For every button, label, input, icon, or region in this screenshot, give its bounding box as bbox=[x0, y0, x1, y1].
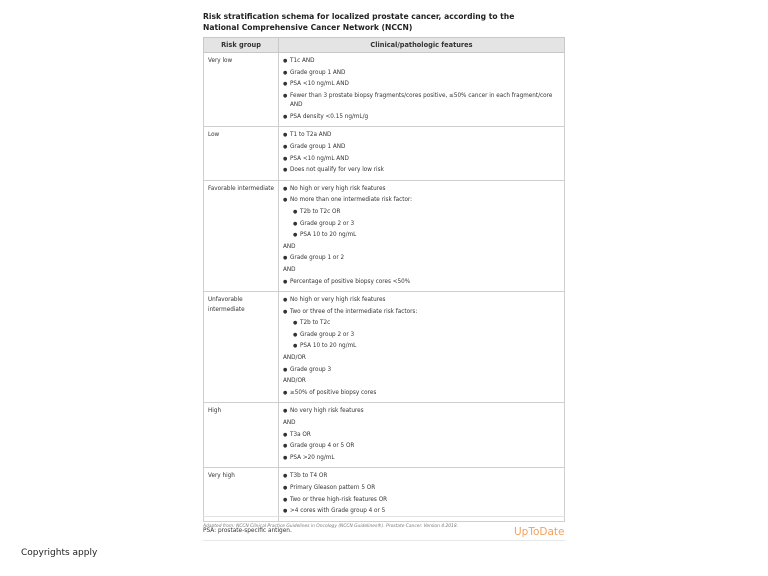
list-item-text: T1c AND bbox=[290, 58, 315, 64]
list-item-text: T1 to T2a AND bbox=[290, 132, 332, 139]
list-item-text: AND bbox=[283, 266, 296, 273]
list-item-text: Grade group 4 or 5 OR bbox=[290, 443, 355, 450]
list-item-text: T2b to T2c bbox=[300, 320, 331, 327]
list-item bbox=[283, 441, 560, 453]
list-item bbox=[283, 184, 560, 196]
list-item bbox=[283, 68, 560, 80]
list-item bbox=[283, 483, 560, 495]
list-item-text: T2b to T2c OR bbox=[300, 208, 341, 215]
bullet-icon: ● bbox=[283, 297, 288, 304]
bullet-icon: ● bbox=[293, 232, 298, 239]
list-item bbox=[283, 253, 560, 265]
list-item-text: Grade group 2 or 3 bbox=[300, 331, 355, 338]
list-item-text: Primary Gleason pattern 5 OR bbox=[290, 485, 376, 491]
connector-line bbox=[283, 265, 560, 277]
bullet-icon: ● bbox=[283, 366, 288, 373]
risk-table bbox=[203, 37, 565, 522]
uptodate-logo: UpToDate bbox=[514, 526, 565, 538]
list-item-text: T3b to T4 OR bbox=[290, 473, 328, 480]
features-cell bbox=[279, 180, 565, 291]
bullet-icon: ● bbox=[283, 167, 288, 174]
features-cell bbox=[279, 292, 565, 403]
features-cell bbox=[279, 468, 565, 521]
list-item bbox=[283, 430, 560, 442]
bullet-icon: ● bbox=[293, 343, 298, 350]
list-item-text: No very high risk features bbox=[290, 408, 364, 415]
list-item-text: No high or very high risk features bbox=[290, 185, 386, 192]
bullet-icon: ● bbox=[283, 454, 288, 461]
list-item-text: PSA 10 to 20 ng/mL bbox=[300, 343, 357, 350]
bullet-icon: ● bbox=[283, 185, 288, 192]
list-item-text: Fewer than 3 prostate biopsy fragments/cores positive, ≤50% cancer in each fragment/core AND bbox=[290, 92, 553, 109]
bullet-icon: ● bbox=[293, 208, 298, 215]
copyright-notice: Copyrights apply bbox=[21, 548, 98, 558]
bullet-icon: ● bbox=[283, 197, 288, 204]
header-features: Clinical/pathologic features bbox=[279, 38, 565, 53]
list-item bbox=[283, 453, 560, 465]
bullet-icon: ● bbox=[283, 508, 288, 515]
list-item bbox=[283, 112, 560, 124]
bullet-icon: ● bbox=[283, 255, 288, 262]
document-title: Risk stratification schema for localized prostate cancer, according to the National Comprehensive Cancer Network (NCCN) bbox=[203, 12, 515, 32]
bullet-icon: ● bbox=[283, 69, 288, 76]
list-item-text: AND bbox=[283, 243, 296, 250]
list-item bbox=[283, 330, 560, 342]
list-item bbox=[283, 307, 560, 319]
list-item bbox=[283, 142, 560, 154]
list-item bbox=[283, 56, 560, 68]
list-item-text: PSA density <0.15 ng/mL/g bbox=[290, 113, 369, 120]
list-item-text: AND bbox=[283, 420, 296, 427]
bullet-icon: ● bbox=[283, 58, 288, 64]
list-item bbox=[283, 318, 560, 330]
risk-group-cell: High bbox=[204, 403, 279, 468]
list-item bbox=[283, 154, 560, 166]
footer-divider-bottom bbox=[203, 540, 565, 541]
list-item-text: ≥50% of positive biopsy cores bbox=[290, 389, 377, 396]
list-item bbox=[283, 471, 560, 483]
bullet-icon: ● bbox=[283, 81, 288, 88]
bullet-icon: ● bbox=[283, 308, 288, 315]
list-item-text: No more than one intermediate risk factor: bbox=[290, 197, 413, 204]
bullet-icon: ● bbox=[293, 320, 298, 327]
list-item-text: T3a OR bbox=[290, 431, 311, 438]
list-item bbox=[283, 230, 560, 242]
bullet-icon: ● bbox=[283, 92, 288, 99]
table-row bbox=[204, 53, 565, 127]
list-item bbox=[283, 130, 560, 142]
list-item bbox=[283, 165, 560, 177]
list-item-text: Grade group 3 bbox=[290, 366, 332, 373]
table-row bbox=[204, 180, 565, 291]
risk-group-cell: Unfavorable intermediate bbox=[204, 292, 279, 403]
list-item-text: PSA <10 ng/mL AND bbox=[290, 81, 349, 88]
risk-group-cell: Low bbox=[204, 127, 279, 180]
bullet-icon: ● bbox=[283, 132, 288, 139]
table-row bbox=[204, 403, 565, 468]
list-item-text: Grade group 2 or 3 bbox=[300, 220, 355, 227]
bullet-icon: ● bbox=[283, 496, 288, 503]
table-row bbox=[204, 468, 565, 521]
list-item-text: Grade group 1 AND bbox=[290, 69, 346, 76]
header-risk-group: Risk group bbox=[204, 38, 279, 53]
risk-group-cell: Very low bbox=[204, 53, 279, 127]
list-item-text: Grade group 1 or 2 bbox=[290, 255, 345, 262]
list-item-text: Two or three of the intermediate risk factors: bbox=[290, 308, 418, 315]
connector-line bbox=[283, 353, 560, 365]
bullet-icon: ● bbox=[283, 408, 288, 415]
list-item bbox=[283, 91, 560, 112]
features-cell bbox=[279, 127, 565, 180]
list-item bbox=[283, 79, 560, 91]
bullet-icon: ● bbox=[283, 443, 288, 450]
bullet-icon: ● bbox=[293, 220, 298, 227]
list-item bbox=[283, 207, 560, 219]
connector-line bbox=[283, 242, 560, 254]
adapted-from-note: Adapted from: NCCN Clinical Practice Guidelines in Oncology (NCCN Guidelines®). Prostate Cancer. Version 4.2018. bbox=[203, 524, 459, 529]
list-item bbox=[283, 295, 560, 307]
list-item-text: Two or three high-risk features OR bbox=[290, 496, 388, 503]
bullet-icon: ● bbox=[283, 155, 288, 162]
footnote: PSA: prostate-specific antigen. bbox=[203, 527, 292, 534]
risk-group-cell: Favorable intermediate bbox=[204, 180, 279, 291]
bullet-icon: ● bbox=[283, 473, 288, 480]
list-item-text: Grade group 1 AND bbox=[290, 143, 346, 150]
list-item bbox=[283, 341, 560, 353]
bullet-icon: ● bbox=[293, 331, 298, 338]
connector-line bbox=[283, 418, 560, 430]
table-row bbox=[204, 127, 565, 180]
table-header-row bbox=[204, 38, 565, 53]
table-body bbox=[204, 53, 565, 522]
list-item-text: PSA >20 ng/mL bbox=[290, 454, 335, 461]
list-item-text: PSA <10 ng/mL AND bbox=[290, 155, 349, 162]
list-item bbox=[283, 406, 560, 418]
document bbox=[203, 11, 565, 534]
list-item bbox=[283, 365, 560, 377]
table-row bbox=[204, 292, 565, 403]
list-item-text: AND/OR bbox=[283, 355, 306, 362]
list-item bbox=[283, 195, 560, 207]
bullet-icon: ● bbox=[283, 143, 288, 150]
bullet-icon: ● bbox=[283, 113, 288, 120]
list-item bbox=[283, 219, 560, 231]
bullet-icon: ● bbox=[283, 485, 288, 491]
features-cell bbox=[279, 403, 565, 468]
list-item-text: No high or very high risk features bbox=[290, 297, 386, 304]
list-item-text: Does not qualify for very low risk bbox=[290, 167, 384, 174]
bullet-icon: ● bbox=[283, 278, 288, 285]
list-item-text: Percentage of positive biopsy cores <50% bbox=[290, 278, 411, 285]
bullet-icon: ● bbox=[283, 431, 288, 438]
features-cell bbox=[279, 53, 565, 127]
list-item-text: >4 cores with Grade group 4 or 5 bbox=[290, 508, 386, 515]
list-item bbox=[283, 495, 560, 507]
footer-divider bbox=[203, 516, 565, 517]
list-item-text: PSA 10 to 20 ng/mL bbox=[300, 232, 357, 239]
list-item bbox=[283, 277, 560, 289]
bullet-icon: ● bbox=[283, 389, 288, 396]
connector-line bbox=[283, 376, 560, 388]
list-item-text: AND/OR bbox=[283, 378, 306, 385]
risk-group-cell: Very high bbox=[204, 468, 279, 521]
list-item bbox=[283, 388, 560, 400]
